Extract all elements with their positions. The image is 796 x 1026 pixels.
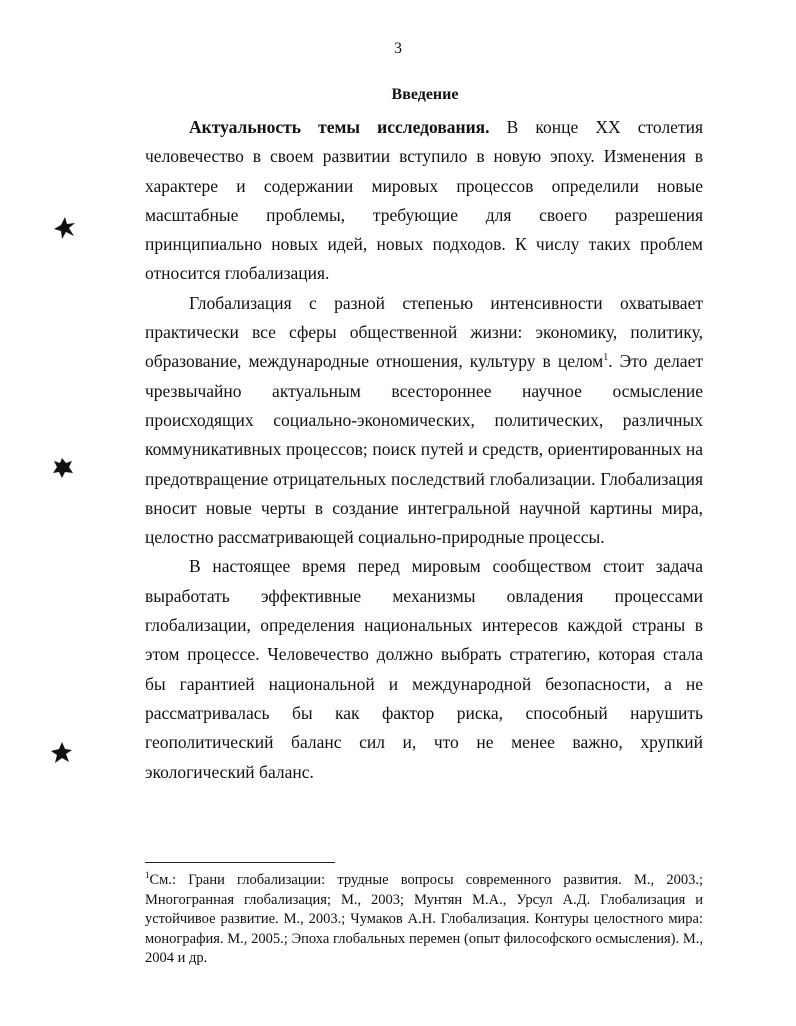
footnote-text: См.: Грани глобализации: трудные вопросы современного развития. М., 2003.; Многогранная глобализация; М., 2003; Мунтян М.А., Урсул А.Д. Глобализация и устойчивое развитие. М., 2003.; Чумаков А.Н. Глобализация. Контуры целостного мира: монография. М., 2005.; Эпоха глобальных перемен (опыт философского осмысления). М., 2004 и др. <box>145 872 703 967</box>
footnote-reference: 1 <box>603 352 609 364</box>
footnote-separator <box>145 862 335 863</box>
page-number: 3 <box>394 40 402 57</box>
paragraph-text: В настоящее время перед мировым сообществом стоит задача выработать эффективные механизмы овладения процессами глобализации, определения национальных интересов каждой страны в этом процессе. Человечество должно выбрать стратегию, которая стала бы гарантией национальной и международной безопасности, а не рассматривалась бы как фактор риска, способный нарушить геополитический баланс сил и, что не менее важно, хрупкий экологический баланс. <box>145 556 703 782</box>
scan-speck-mark <box>52 215 78 241</box>
scan-speck-mark <box>49 740 75 766</box>
paragraph-relevance <box>145 113 703 289</box>
section-heading: Введение <box>391 86 459 103</box>
footnote <box>145 871 703 969</box>
paragraph-text-after-ref: . Это делает чрезвычайно актуальным всестороннее научное осмысление происходящих социально-экономических, политических, различных коммуникативных процессов; поиск путей и средств, ориентированных на предотвращение отрицательных последствий глобализации. Глобализация вносит новые черты в создание интегральной научной картины мира, целостно рассматривающей социально-природные процессы. <box>145 351 703 548</box>
paragraph-lead: Актуальность темы исследования. <box>189 117 490 137</box>
paragraph-globalization <box>145 289 703 553</box>
footnote-marker: 1 <box>145 870 150 880</box>
paragraph-text-before-ref: Глобализация с разной степенью интенсивности охватывает практически все сферы общественной жизни: экономику, политику, образование, международные отношения, культуру в целом <box>145 292 703 372</box>
paragraph-text: В конце XX столетия человечество в своем развитии вступило в новую эпоху. Изменения в характере и содержании мировых процессов определили новые масштабные проблемы, требующие для своего разрешения принципиально новых идей, новых подходов. К числу таких проблем относится глобализация. <box>145 117 704 284</box>
scan-speck-mark <box>50 455 76 481</box>
body-text <box>145 113 703 787</box>
paragraph-current-task <box>145 552 703 786</box>
